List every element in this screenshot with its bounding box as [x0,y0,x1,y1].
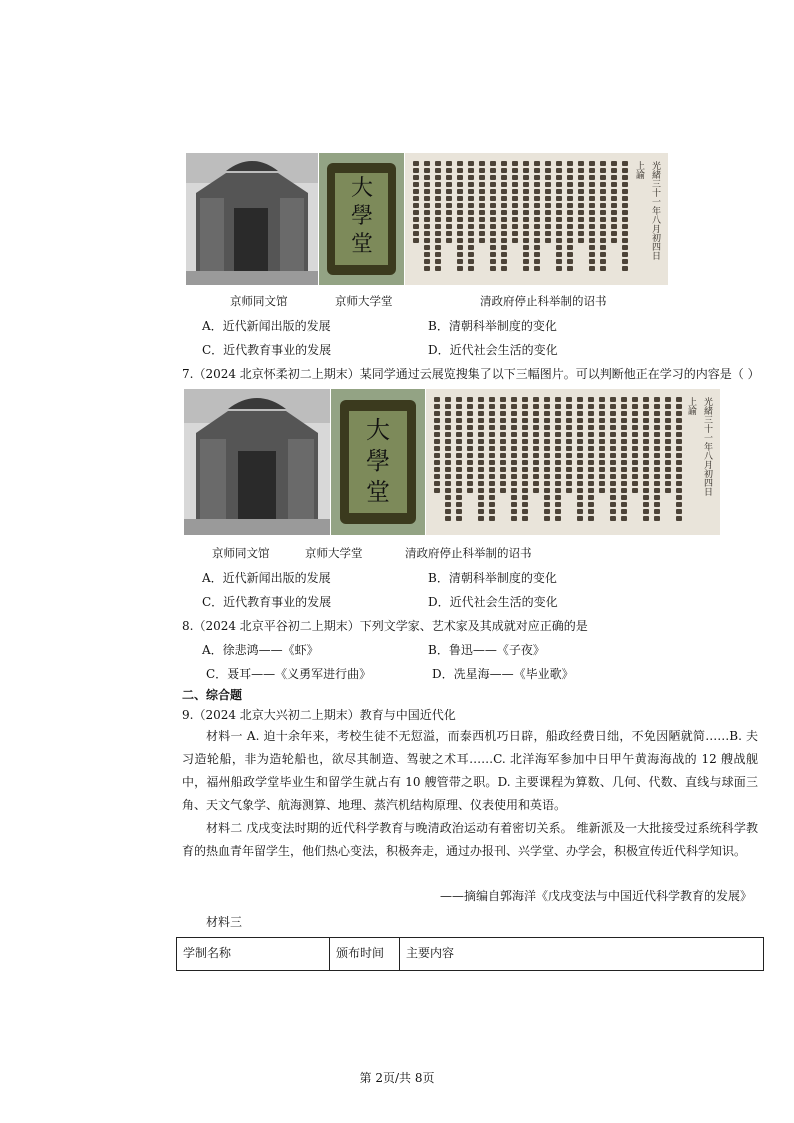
section-title: 二、综合题 [182,688,243,702]
q7-caption-daxuetang: 京师大学堂 [305,546,363,560]
school-system-table [176,937,764,971]
calligraphy-column [467,397,473,495]
calligraphy-column [500,397,506,495]
q9-material-3-label: 材料三 [206,915,243,929]
q8-option-a[interactable]: A．徐悲鸿——《虾》 [202,643,319,657]
calligraphy-column [533,397,539,495]
q7-option-d[interactable]: D．近代社会生活的变化 [428,595,558,609]
q6-option-b[interactable]: B．清朝科举制度的变化 [428,319,557,333]
calligraphy-column [446,161,452,245]
calligraphy-column [577,397,583,523]
q9-material-1: 材料一 A. 迫十余年来，考校生徒不无愆溢，而泰西机巧日辟，船政经费日绌，不免因陋就简……B. 夫习造轮船，非为造轮船也，欲尽其制造、驾驶之术耳……C. 北洋海军参加中日甲午黄海海战的 12 艘战舰中，福州船政学堂毕业生和留学生就占有 10 艘管带之职。D. 主要课程为算数、几何、代数、直线与球面三角、天文气象学、航海测算、地理、蒸汽机结构原理、仪表使用和英语。 [182,729,758,812]
calligraphy-column [512,161,518,245]
q8-option-b[interactable]: B．鲁迅——《子夜》 [428,643,545,657]
plaque-char: 大 [366,416,390,444]
q7-stem: 7.（2024 北京怀柔初二上期末）某同学通过云展览搜集了以下三幅图片。可以判断他正在学习的内容是（ ） [182,367,760,381]
table-header-name: 学制名称 [177,938,330,971]
calligraphy-column [468,161,474,273]
tongwenguan-photo [186,153,318,285]
calligraphy-column [511,397,517,523]
calligraphy-column [588,397,594,523]
calligraphy-column [445,397,451,523]
building-gate-icon [186,153,318,285]
q7-option-a[interactable]: A．近代新闻出版的发展 [202,571,331,585]
calligraphy-column [632,397,638,495]
calligraphy-column [501,161,507,273]
plaque-char: 堂 [366,478,390,506]
calligraphy-column [589,161,595,273]
calligraphy-column [523,161,529,273]
q6-caption-tongwenguan: 京师同文馆 [230,294,288,308]
calligraphy-column [599,397,605,495]
calligraphy-column [676,397,682,523]
calligraphy-column [434,397,440,495]
edict-heading-2: 上諭 [634,161,644,179]
calligraphy-column [665,397,671,495]
q6-option-a[interactable]: A．近代新闻出版的发展 [202,319,331,333]
q8-option-c[interactable]: C．聂耳——《义勇军进行曲》 [206,667,372,681]
calligraphy-column [457,161,463,273]
q8-option-d[interactable]: D．冼星海——《毕业歌》 [432,667,574,681]
table-header-date: 颁布时间 [330,938,400,971]
calligraphy-column [578,161,584,245]
building-gate-icon [184,389,330,535]
calligraphy-column [489,397,495,523]
plaque-char: 學 [366,447,390,475]
table-header-row [177,938,764,971]
calligraphy-column [643,397,649,523]
calligraphy-column [424,161,430,273]
q6-option-c[interactable]: C．近代教育事业的发展 [202,343,332,357]
plaque-char: 學 [350,204,373,229]
calligraphy-column [610,397,616,523]
table-header-content: 主要内容 [400,938,764,971]
calligraphy-column [479,161,485,245]
q9-material-2: 材料二 戊戌变法时期的近代科学教育与晚清政治运动有着密切关系。 维新派及一大批接受过系统科学教育的热血青年留学生，他们热心变法，积极奔走，通过办报刊、兴学堂、办学会，积极宣传近代科学知识。 [182,821,758,858]
q6-caption-edict: 清政府停止科举制的诏书 [480,294,607,308]
q7-caption-tongwenguan: 京师同文馆 [212,546,270,560]
calligraphy-column [600,161,606,273]
tongwenguan-photo-2 [184,389,330,535]
calligraphy-column [534,161,540,273]
calligraphy-column [556,161,562,273]
daxuetang-plaque-photo-2 [331,389,425,535]
edict-heading: 光緒三十一年八月初四日 [650,161,660,260]
q9-stem: 9.（2024 北京大兴初二上期末）教育与中国近代化 [182,708,456,722]
calligraphy-column [622,161,628,273]
q7-caption-edict: 清政府停止科举制的诏书 [405,546,532,560]
plaque-char: 堂 [350,232,373,257]
q6-caption-daxuetang: 京师大学堂 [335,294,393,308]
page-number: 第 2页/共 8页 [359,1071,435,1085]
calligraphy-column [478,397,484,523]
calligraphy-column [566,397,572,495]
edict-heading-2: 上諭 [686,397,696,415]
calligraphy-column [456,397,462,523]
q9-source: ——摘编自郭海洋《戊戌变法与中国近代科学教育的发展》 [439,889,752,903]
calligraphy-column [490,161,496,273]
q7-option-c[interactable]: C．近代教育事业的发展 [202,595,332,609]
calligraphy-column [555,397,561,523]
q7-option-b[interactable]: B．清朝科举制度的变化 [428,571,557,585]
calligraphy-column [545,161,551,245]
calligraphy-column [621,397,627,523]
calligraphy-column [413,161,419,245]
edict-scroll-photo [405,153,668,285]
calligraphy-column [435,161,441,273]
plaque-char: 大 [350,176,373,201]
edict-heading: 光緒三十一年八月初四日 [702,397,712,496]
q8-stem: 8.（2024 北京平谷初二上期末）下列文学家、艺术家及其成就对应正确的是 [182,619,588,633]
calligraphy-column [544,397,550,523]
daxuetang-plaque-photo [319,153,404,285]
calligraphy-column [567,161,573,273]
calligraphy-column [654,397,660,523]
edict-scroll-photo-2 [426,389,720,535]
calligraphy-column [611,161,617,245]
q6-option-d[interactable]: D．近代社会生活的变化 [428,343,558,357]
calligraphy-column [522,397,528,523]
